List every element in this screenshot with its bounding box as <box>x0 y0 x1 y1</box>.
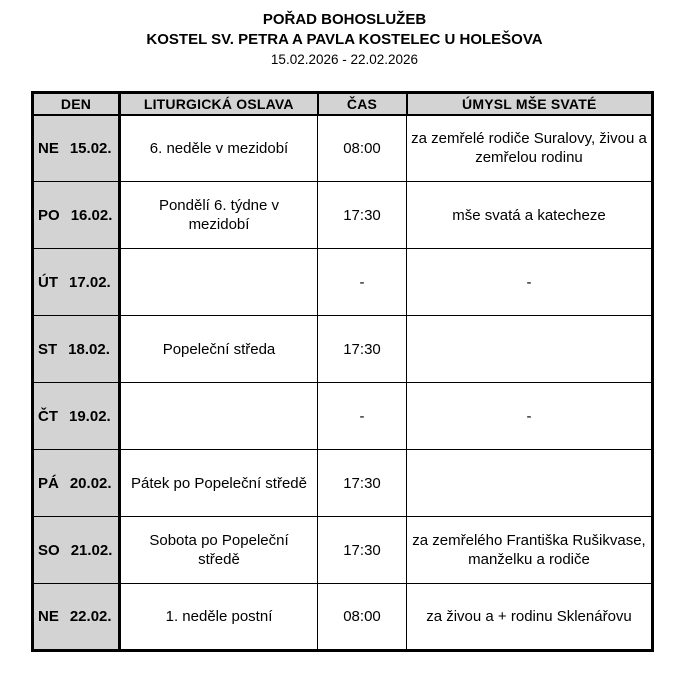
intention-cell: za živou a + rodinu Sklenářovu <box>407 584 653 651</box>
time-cell: - <box>318 383 407 450</box>
day-cell <box>33 450 120 517</box>
time-cell: - <box>318 249 407 316</box>
intention-cell: - <box>407 383 653 450</box>
time-cell: 08:00 <box>318 115 407 182</box>
time-cell: 08:00 <box>318 584 407 651</box>
day-cell <box>33 517 120 584</box>
table-row <box>33 115 653 182</box>
column-header-intention: ÚMYSL MŠE SVATÉ <box>407 93 653 115</box>
day-date: 18.02. <box>68 340 110 358</box>
church-name: KOSTEL SV. PETRA A PAVLA KOSTELEC U HOLEŠOVA <box>146 31 543 48</box>
table-row <box>33 182 653 249</box>
celebration-cell <box>120 249 318 316</box>
table-row <box>33 584 653 651</box>
page-title: POŘAD BOHOSLUŽEB <box>262 11 427 28</box>
time-cell: 17:30 <box>318 182 407 249</box>
day-date: 21.02. <box>70 541 113 559</box>
table-row <box>33 316 653 383</box>
day-cell <box>33 182 120 249</box>
celebration-cell: Pátek po Popeleční středě <box>120 450 318 517</box>
celebration-cell: 1. neděle postní <box>120 584 318 651</box>
celebration-cell: 6. neděle v mezidobí <box>120 115 318 182</box>
day-abbreviation: ÚT <box>38 273 58 291</box>
schedule-table <box>31 91 654 652</box>
day-abbreviation: ČT <box>38 407 58 425</box>
table-row <box>33 517 653 584</box>
column-header-time: ČAS <box>318 93 407 115</box>
day-date: 20.02. <box>69 474 112 492</box>
header-row <box>33 93 653 115</box>
day-abbreviation: NE <box>38 608 59 625</box>
celebration-cell: Popeleční středa <box>120 316 318 383</box>
day-date: 17.02. <box>69 273 111 291</box>
date-range: 15.02.2026 - 22.02.2026 <box>270 52 419 67</box>
day-cell <box>33 584 120 651</box>
table-row <box>33 450 653 517</box>
intention-cell <box>407 316 653 383</box>
day-cell <box>33 249 120 316</box>
table-row <box>33 249 653 316</box>
celebration-cell <box>120 383 318 450</box>
table-row <box>33 383 653 450</box>
intention-cell <box>407 450 653 517</box>
intention-cell: za zemřelé rodiče Suralovy, živou a zemřelou rodinu <box>407 115 653 182</box>
intention-cell: - <box>407 249 653 316</box>
column-header-celebration: LITURGICKÁ OSLAVA <box>120 93 318 115</box>
day-abbreviation: SO <box>38 541 60 559</box>
celebration-cell: Pondělí 6. týdne v mezidobí <box>120 182 318 249</box>
day-date: 16.02. <box>70 206 113 224</box>
day-date: 15.02. <box>69 139 112 157</box>
time-cell: 17:30 <box>318 450 407 517</box>
day-abbreviation: ST <box>38 340 58 358</box>
time-cell: 17:30 <box>318 316 407 383</box>
day-cell <box>33 115 120 182</box>
day-abbreviation: NE <box>38 139 59 157</box>
intention-cell: za zemřelého Františka Rušikvase, manželku a rodiče <box>407 517 653 584</box>
title-block <box>0 0 689 70</box>
day-date: 22.02. <box>69 608 112 625</box>
day-abbreviation: PO <box>38 206 60 224</box>
intention-cell: mše svatá a katecheze <box>407 182 653 249</box>
celebration-cell: Sobota po Popeleční středě <box>120 517 318 584</box>
column-header-day: DEN <box>33 93 120 115</box>
time-cell: 17:30 <box>318 517 407 584</box>
day-date: 19.02. <box>69 407 111 425</box>
day-cell <box>33 316 120 383</box>
day-abbreviation: PÁ <box>38 474 59 492</box>
day-cell <box>33 383 120 450</box>
